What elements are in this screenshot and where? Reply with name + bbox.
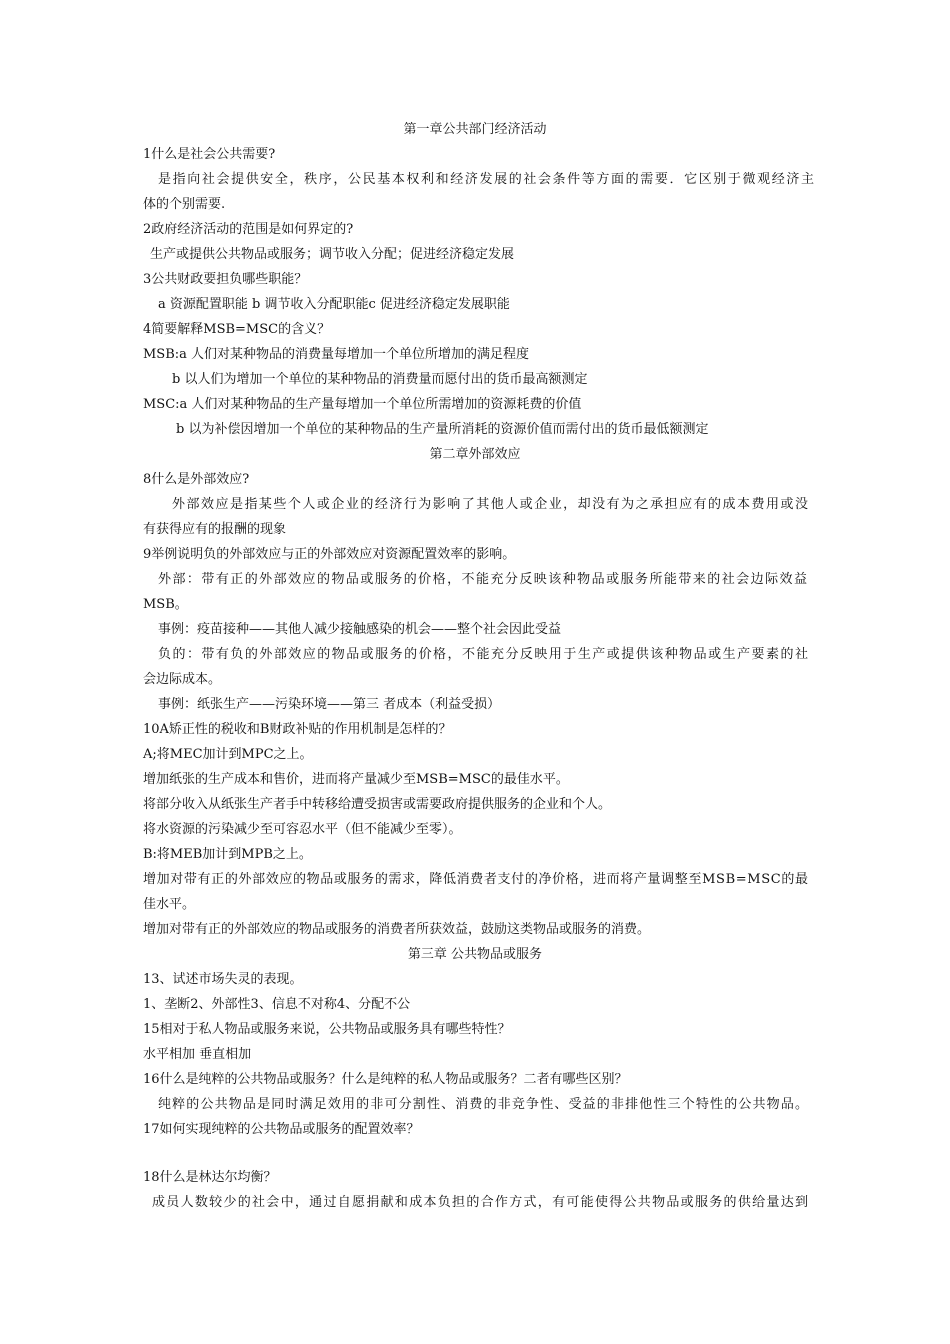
question-13: 13、试述市场失灵的表现。	[143, 972, 303, 987]
answer-16: 纯粹的公共物品是同时满足效用的非可分割性、消费的非竞争性、受益的非排他性三个特性的公共物品。	[158, 1097, 810, 1112]
answer-4-msb-b: b 以人们为增加一个单位的某种物品的消费量而愿付出的货币最高额测定	[172, 372, 588, 387]
chapter-2-heading: 第二章外部效应	[429, 447, 521, 462]
question-4: 4简要解释MSB=MSC的含义？	[143, 322, 331, 337]
answer-9-negative-line-2: 会边际成本。	[143, 672, 222, 687]
answer-9-negative-line-1: 负的：带有负的外部效应的物品或服务的价格，不能充分反映用于生产或提供该种物品或生产要素的社	[158, 647, 810, 662]
answer-8-line-1: 外部效应是指某些个人或企业的经济行为影响了其他人或企业，却没有为之承担应有的成本费用或没	[172, 497, 810, 512]
answer-4-msc-a: MSC:a 人们对某种物品的生产量每增加一个单位所需增加的资源耗费的价值	[143, 397, 582, 412]
answer-8-line-2: 有获得应有的报酬的现象	[143, 522, 287, 537]
chapter-3-heading: 第三章 公共物品或服务	[407, 947, 543, 962]
answer-9-positive-example: 事例：疫苗接种——其他人减少接触感染的机会——整个社会因此受益	[158, 622, 562, 637]
chapter-1-heading: 第一章公共部门经济活动	[403, 122, 547, 137]
answer-15: 水平相加 垂直相加	[143, 1047, 252, 1062]
question-1: 1什么是社会公共需要?	[143, 147, 276, 162]
question-2: 2政府经济活动的范围是如何界定的?	[143, 222, 354, 237]
answer-10-b-point-1-line-2: 佳水平。	[143, 897, 196, 912]
answer-18-line-1: 成员人数较少的社会中，通过自愿捐献和成本负担的合作方式，有可能使得公共物品或服务的供给量达到	[152, 1195, 810, 1210]
answer-9-positive-line-1: 外部：带有正的外部效应的物品或服务的价格，不能充分反映该种物品或服务所能带来的社会边际效益	[158, 572, 809, 587]
question-8: 8什么是外部效应?	[143, 472, 250, 487]
answer-10-a-point-1: 增加纸张的生产成本和售价，进而将产量减少至MSB=MSC的最佳水平。	[143, 772, 569, 787]
answer-10-b-point-1-line-1: 增加对带有正的外部效应的物品或服务的需求，降低消费者支付的净价格，进而将产量调整至MSB=MSC的最	[143, 872, 809, 887]
answer-2: 生产或提供公共物品或服务；调节收入分配；促进经济稳定发展	[150, 247, 515, 262]
question-3: 3公共财政要担负哪些职能？	[143, 272, 308, 287]
answer-10-b-point-2: 增加对带有正的外部效应的物品或服务的消费者所获效益，鼓励这类物品或服务的消费。	[143, 922, 651, 937]
question-17: 17如何实现纯粹的公共物品或服务的配置效率？	[143, 1122, 420, 1137]
answer-3: a 资源配置职能 b 调节收入分配职能c 促进经济稳定发展职能	[158, 297, 510, 312]
answer-13: 1、垄断2、外部性3、信息不对称4、分配不公	[143, 997, 411, 1012]
answer-4-msb-a: MSB:a 人们对某种物品的消费量每增加一个单位所增加的满足程度	[143, 347, 530, 362]
answer-9-negative-example: 事例：纸张生产——污染环境——第三 者成本（利益受损）	[158, 697, 501, 712]
answer-1-line-2: 体的个别需要.	[143, 197, 226, 212]
answer-10-a-point-2: 将部分收入从纸张生产者手中转移给遭受损害或需要政府提供服务的企业和个人。	[143, 797, 612, 812]
answer-10-a: A;将MEC加计到MPC之上。	[143, 747, 313, 762]
question-16: 16什么是纯粹的公共物品或服务？什么是纯粹的私人物品或服务？二者有哪些区别？	[143, 1072, 628, 1087]
answer-10-a-point-3: 将水资源的污染减少至可容忍水平（但不能减少至零）。	[143, 822, 462, 837]
question-18: 18什么是林达尔均衡？	[143, 1170, 277, 1185]
question-15: 15相对于私人物品或服务来说，公共物品或服务具有哪些特性？	[143, 1022, 511, 1037]
question-9: 9举例说明负的外部效应与正的外部效应对资源配置效率的影响。	[143, 547, 516, 562]
answer-9-positive-line-2: MSB。	[143, 597, 188, 612]
answer-10-b: B:将MEB加计到MPB之上。	[143, 847, 312, 862]
answer-1-line-1: 是指向社会提供安全，秩序，公民基本权利和经济发展的社会条件等方面的需要．它区别于微观经济主	[158, 172, 816, 187]
question-10: 10A矫正性的税收和B财政补贴的作用机制是怎样的？	[143, 722, 452, 737]
answer-4-msc-b: b 以为补偿因增加一个单位的某种物品的生产量所消耗的资源价值而需付出的货币最低额测定	[176, 422, 709, 437]
